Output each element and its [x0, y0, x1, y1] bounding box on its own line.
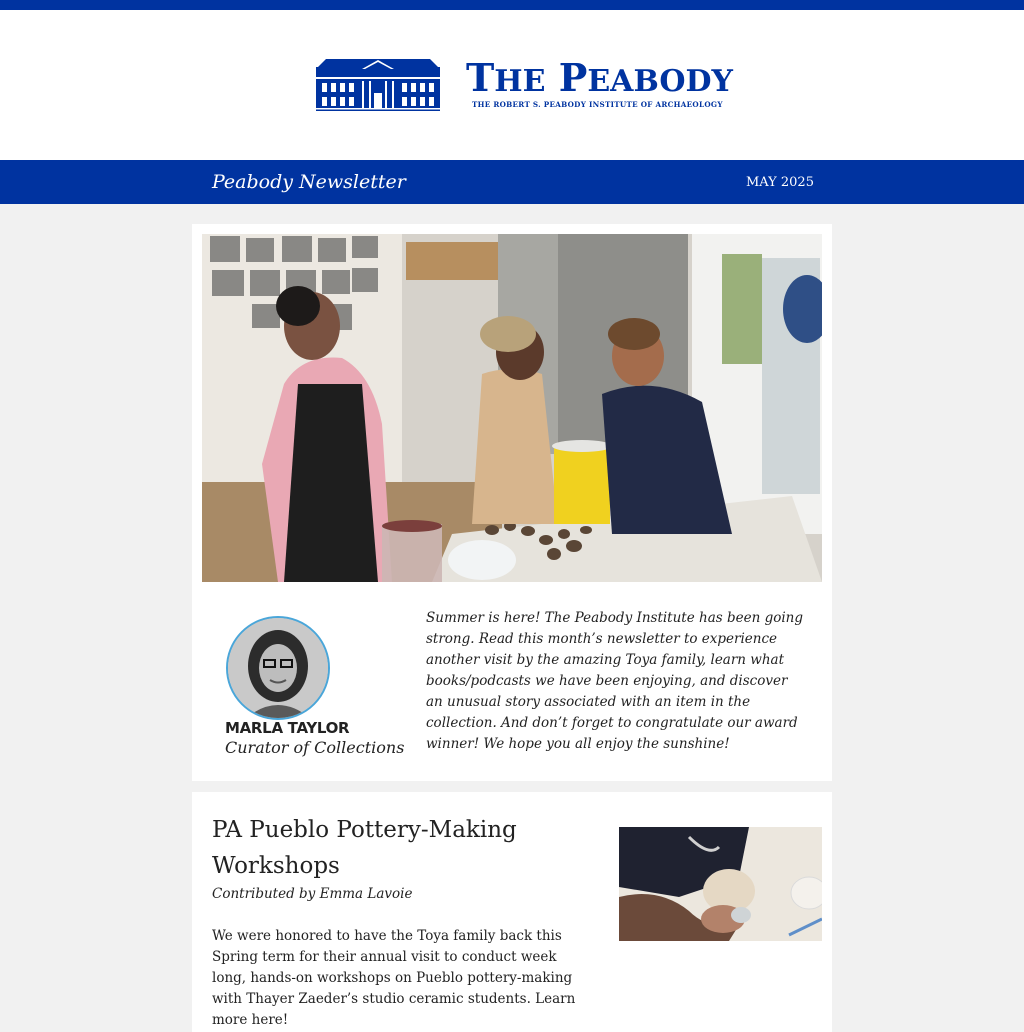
curator-role: Curator of Collections	[225, 738, 405, 757]
article-thumbnail-photo[interactable]	[619, 827, 822, 941]
logo-subtitle: THE ROBERT S. PEABODY INSTITUTE OF ARCHAEOLOGY	[472, 100, 723, 109]
newsletter-date: MAY 2025	[746, 175, 814, 190]
hero-photo-pottery-workshop[interactable]	[202, 234, 822, 582]
article-body[interactable]: We were honored to have the Toya family back this Spring term for their annual visit to conduct week long, hands-on workshops on Pueblo pottery-making with Thayer Zaeder’s studio ceramic students. Learn more here!	[212, 928, 576, 1028]
curator-name: MARLA TAYLOR	[225, 719, 350, 737]
intro-card	[192, 224, 832, 781]
article-byline: Contributed by Emma Lavoie	[212, 886, 413, 902]
article-title[interactable]: PA Pueblo Pottery-Making Workshops	[212, 817, 517, 879]
peabody-wordmark[interactable]: THE PEABODY	[466, 55, 733, 100]
intro-message: Summer is here! The Peabody Institute has been going strong. Read this month’s newsletter to experience another visit by the amazing Toya family, learn what books/podcasts we have been enjoying, and discover an unusual story associated with an item in the collection. And don’t forget to congratulate our award winner! We hope you all enjoy the sunshine!	[426, 610, 803, 752]
newsletter-title: Peabody Newsletter	[212, 171, 406, 193]
header-logo-area	[0, 10, 1024, 160]
top-stripe	[0, 0, 1024, 10]
peabody-building-logo-icon[interactable]	[316, 59, 440, 111]
newsletter-banner	[0, 160, 1024, 204]
curator-avatar	[226, 616, 330, 720]
article-card	[192, 792, 832, 1032]
